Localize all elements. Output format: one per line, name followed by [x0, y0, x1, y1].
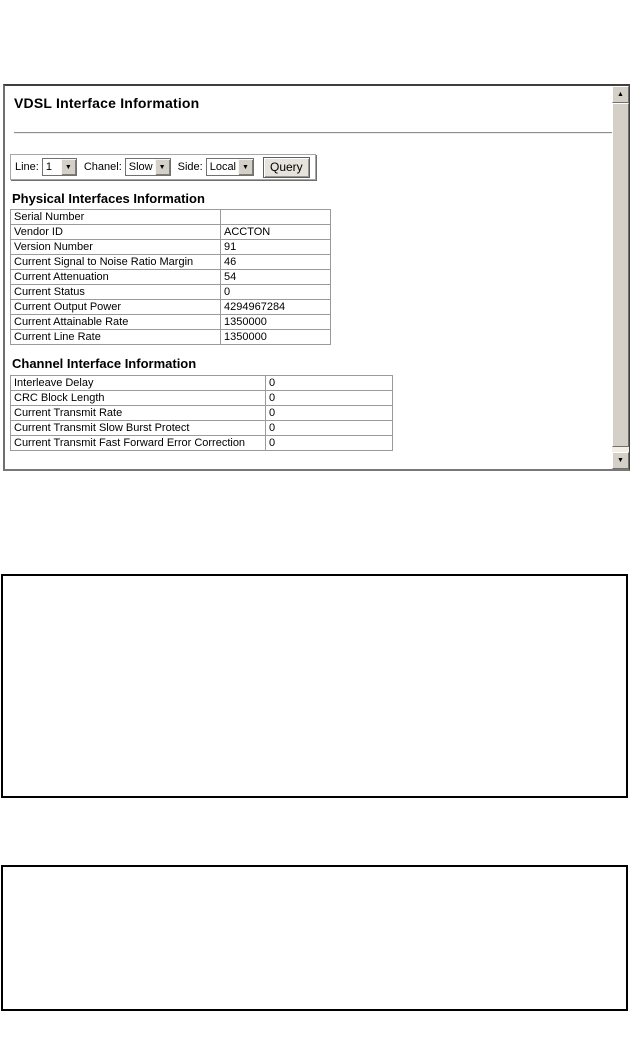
row-label: Current Transmit Slow Burst Protect	[11, 421, 266, 436]
row-value: 4294967284	[221, 300, 331, 315]
row-label: Version Number	[11, 240, 221, 255]
row-value: 0	[266, 391, 393, 406]
row-label: Vendor ID	[11, 225, 221, 240]
channel-select[interactable]	[125, 158, 171, 176]
channel-section-heading: Channel Interface Information	[12, 356, 197, 371]
table-row	[11, 391, 393, 406]
side-select[interactable]	[206, 158, 254, 176]
row-label: Current Output Power	[11, 300, 221, 315]
chevron-down-icon[interactable]: ▼	[155, 159, 170, 175]
row-value	[221, 210, 331, 225]
row-value: 54	[221, 270, 331, 285]
table-row	[11, 421, 393, 436]
row-label: Current Attenuation	[11, 270, 221, 285]
row-label: Current Attainable Rate	[11, 315, 221, 330]
line-label: Line:	[15, 161, 39, 173]
table-row	[11, 270, 331, 285]
side-label: Side:	[177, 161, 203, 173]
frame-content	[5, 86, 612, 469]
scroll-up-icon[interactable]: ▲	[612, 86, 629, 103]
physical-interfaces-table	[10, 209, 331, 345]
row-value: 91	[221, 240, 331, 255]
row-value: 1350000	[221, 330, 331, 345]
row-value: 0	[266, 421, 393, 436]
physical-section-heading: Physical Interfaces Information	[12, 191, 205, 206]
table-row	[11, 285, 331, 300]
row-value: 0	[266, 436, 393, 451]
table-row	[11, 300, 331, 315]
empty-panel-1	[1, 574, 628, 798]
scroll-down-icon[interactable]: ▼	[612, 452, 629, 469]
line-select-value: 1	[45, 161, 52, 173]
row-value: 0	[266, 406, 393, 421]
table-row	[11, 255, 331, 270]
table-row	[11, 240, 331, 255]
line-select[interactable]	[42, 158, 77, 176]
row-value: 0	[221, 285, 331, 300]
query-button[interactable]: Query	[263, 157, 310, 178]
table-row	[11, 225, 331, 240]
channel-select-value: Slow	[128, 161, 153, 173]
row-label: Current Transmit Rate	[11, 406, 266, 421]
chevron-down-icon[interactable]: ▼	[238, 159, 253, 175]
table-row	[11, 330, 331, 345]
row-value: 0	[266, 376, 393, 391]
vertical-scrollbar[interactable]	[612, 86, 629, 469]
row-value: 1350000	[221, 315, 331, 330]
query-toolbar	[10, 154, 316, 180]
row-label: Serial Number	[11, 210, 221, 225]
table-row	[11, 315, 331, 330]
channel-label: Chanel:	[83, 161, 122, 173]
table-row	[11, 376, 393, 391]
row-value: ACCTON	[221, 225, 331, 240]
page-title: VDSL Interface Information	[14, 95, 200, 111]
row-label: Current Signal to Noise Ratio Margin	[11, 255, 221, 270]
scrollbar-thumb[interactable]	[612, 103, 629, 447]
row-label: Interleave Delay	[11, 376, 266, 391]
channel-interface-table	[10, 375, 393, 451]
row-label: Current Status	[11, 285, 221, 300]
title-divider	[14, 132, 612, 134]
table-row	[11, 436, 393, 451]
row-label: CRC Block Length	[11, 391, 266, 406]
row-label: Current Transmit Fast Forward Error Correction	[11, 436, 266, 451]
table-row	[11, 406, 393, 421]
chevron-down-icon[interactable]: ▼	[61, 159, 76, 175]
row-label: Current Line Rate	[11, 330, 221, 345]
table-row	[11, 210, 331, 225]
vdsl-info-frame	[3, 84, 630, 471]
empty-panel-2	[1, 865, 628, 1011]
row-value: 46	[221, 255, 331, 270]
side-select-value: Local	[209, 161, 236, 173]
